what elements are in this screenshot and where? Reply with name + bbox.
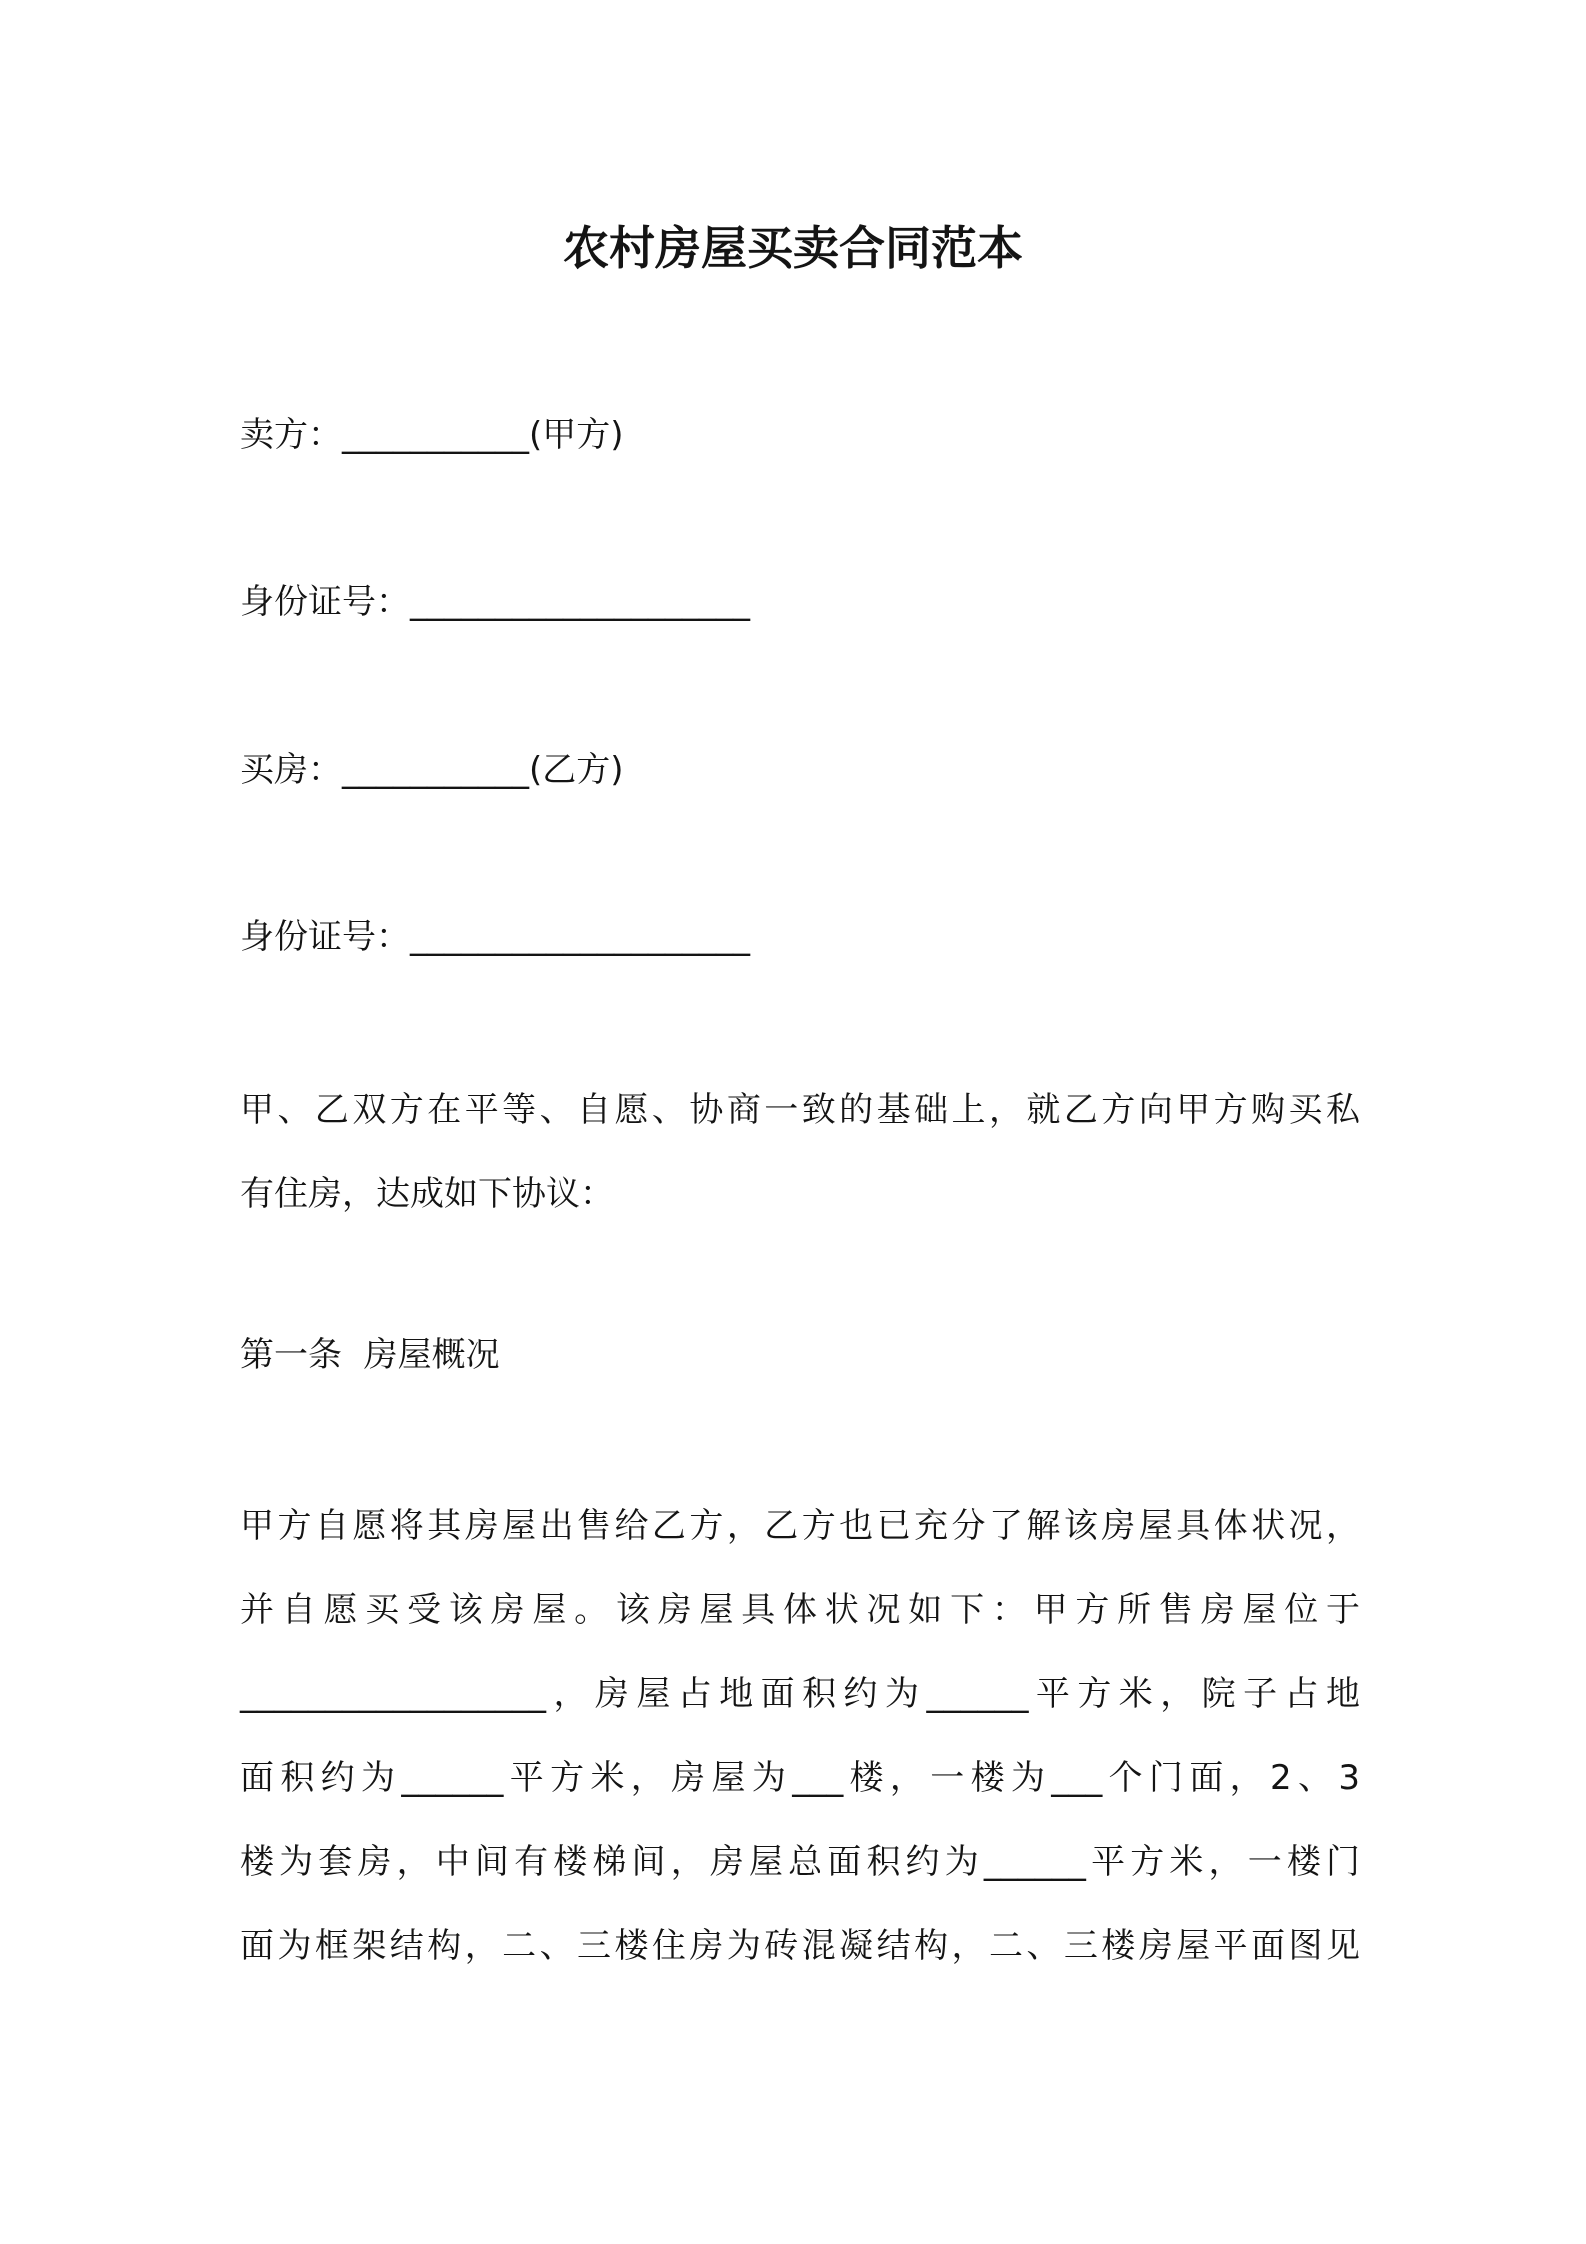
article-1-line: 面为框架结构，二、三楼住房为砖混凝结构，二、三楼房屋平面图见 — [240, 1926, 1360, 1966]
buyer-id-field: 身份证号：____________________ — [240, 917, 750, 957]
seller-id-field: 身份证号：____________________ — [240, 582, 750, 622]
article-1-line: 甲方自愿将其房屋出售给乙方，乙方也已充分了解该房屋具体状况， — [240, 1506, 1360, 1546]
buyer-field: 买房：___________(乙方) — [240, 750, 624, 790]
article-1-line: 楼为套房，中间有楼梯间，房屋总面积约为______平方米，一楼门 — [240, 1842, 1360, 1882]
article-1-line: 面积约为______平方米，房屋为___楼，一楼为___个门面，2、3 — [240, 1758, 1360, 1798]
seller-field: 卖方：___________(甲方) — [240, 415, 624, 455]
document-title: 农村房屋买卖合同范本 — [563, 221, 1023, 275]
article-1-heading: 第一条 房屋概况 — [240, 1335, 500, 1375]
article-1-line: 并自愿买受该房屋。该房屋具体状况如下：甲方所售房屋位于 — [240, 1590, 1360, 1630]
preamble-line: 有住房，达成如下协议： — [240, 1174, 614, 1214]
preamble-line: 甲、乙双方在平等、自愿、协商一致的基础上，就乙方向甲方购买私 — [240, 1090, 1360, 1130]
article-1-line: __________________，房屋占地面积约为______平方米，院子占地 — [240, 1674, 1360, 1714]
article-1-paragraph — [240, 1484, 1360, 1988]
preamble-paragraph — [240, 1068, 1360, 1236]
